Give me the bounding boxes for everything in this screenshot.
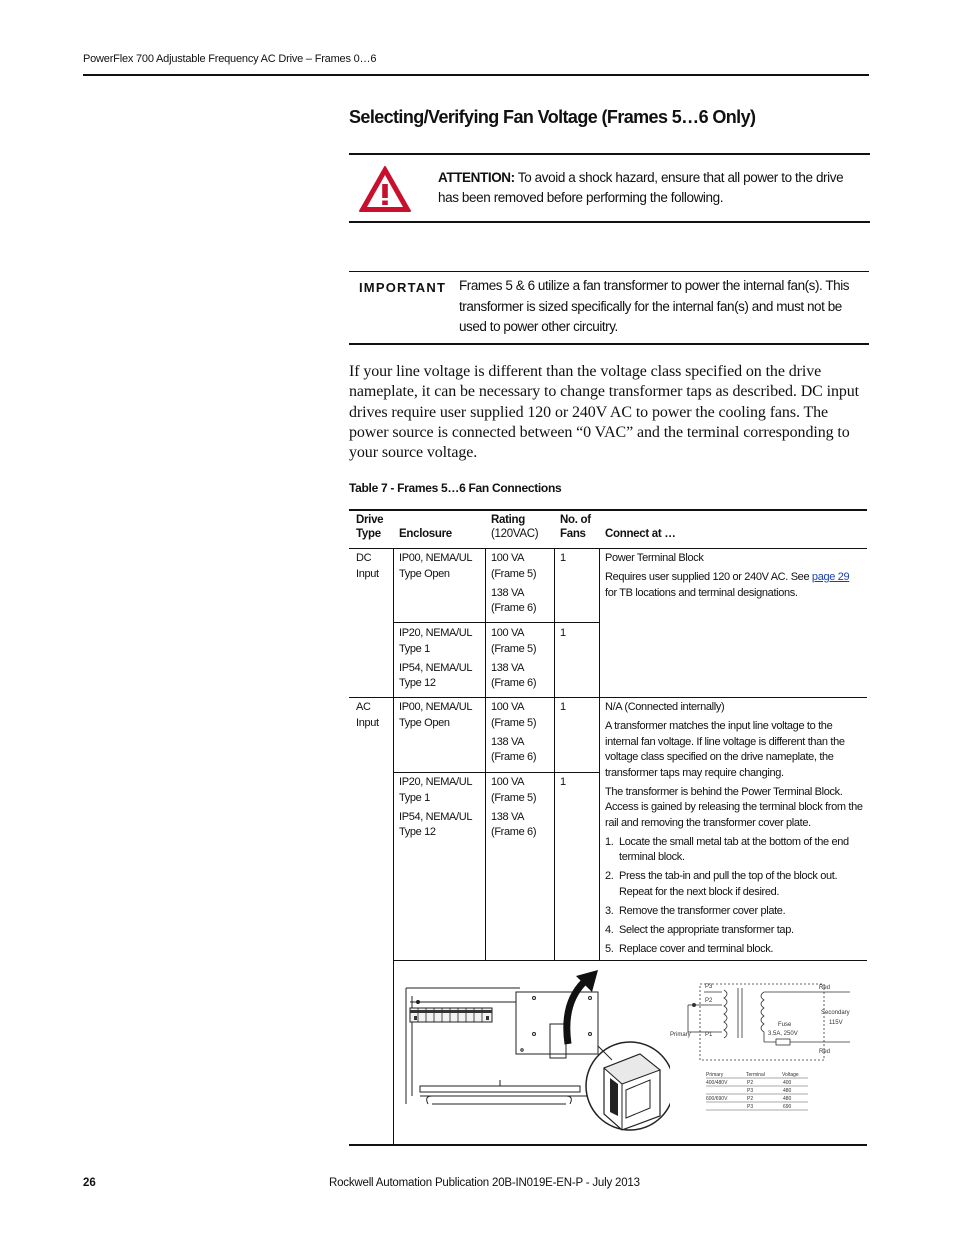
cell-text: Type 12 xyxy=(399,677,436,689)
fuse-label: Fuse xyxy=(778,1022,792,1028)
ac-connect-para2: The transformer is behind the Power Terminal Block. Access is gained by releasing the terminal block from the rail and removing the transformer cover plate. xyxy=(605,785,863,829)
tap-cell: P2 xyxy=(747,1096,754,1102)
cell-text: Input xyxy=(356,567,379,580)
cell-enclosure xyxy=(399,775,472,844)
red-bottom-label: Red xyxy=(819,1049,831,1055)
cell-text: (Frame 5) xyxy=(491,567,537,580)
step-number: 4. xyxy=(605,923,614,936)
list-item xyxy=(605,869,863,900)
cell-enclosure xyxy=(399,700,472,731)
step-text: Replace cover and terminal block. xyxy=(619,942,774,955)
step-number: 3. xyxy=(605,904,614,917)
step-number: 5. xyxy=(605,942,614,955)
cell-connect-dc xyxy=(605,551,863,605)
cell-text: (Frame 6) xyxy=(491,677,537,689)
cell-text: 100 VA xyxy=(491,776,525,788)
header-connect-at xyxy=(605,527,676,541)
header-rule xyxy=(83,74,869,76)
section-title: Selecting/Verifying Fan Voltage (Frames 5…6 Only) xyxy=(349,107,756,127)
cell-text: (Frame 6) xyxy=(491,826,537,838)
tap-cell: P2 xyxy=(747,1080,754,1086)
important-text: Frames 5 & 6 utilize a fan transformer to power the internal fan(s). This transformer is sized specifically for the internal fan(s) and must not be used to power other circuitry. xyxy=(459,278,850,334)
cell-rating xyxy=(491,775,536,844)
tap-cell: 400 xyxy=(783,1080,792,1086)
cell-text: 138 VA xyxy=(491,586,525,599)
column-divider xyxy=(599,549,600,960)
row-divider xyxy=(393,622,599,623)
step-text: Press the tab-in and pull the top of the block out. Repeat for the next block if desired. xyxy=(619,870,838,898)
header-rating xyxy=(491,513,538,541)
attention-body: To avoid a shock hazard, ensure that all power to the drive has been removed before performing the following. xyxy=(438,170,844,205)
cell-text: 138 VA xyxy=(491,735,525,748)
dc-connect-text-a: Requires user supplied 120 or 240V AC. See xyxy=(605,571,812,583)
cell-text: Input xyxy=(356,716,379,729)
page-number: 26 xyxy=(83,1177,96,1189)
cell-text: (Frame 5) xyxy=(491,791,537,804)
cell-fans: 1 xyxy=(560,627,566,639)
tap-header-primary: Primary xyxy=(706,1072,724,1078)
cell-text: 138 VA xyxy=(491,661,525,674)
page-29-link[interactable]: page 29 xyxy=(811,571,850,583)
cell-enclosure xyxy=(399,551,472,582)
cell-text: (Frame 5) xyxy=(491,716,537,729)
transformer-wiring-schematic xyxy=(668,978,858,1138)
row-divider xyxy=(349,697,867,698)
row-divider xyxy=(393,772,599,773)
attention-label: ATTENTION: xyxy=(438,170,515,185)
cell-text: IP00, NEMA/UL xyxy=(399,701,473,713)
dc-connect-title: Power Terminal Block xyxy=(605,552,704,564)
column-divider xyxy=(554,549,555,960)
column-divider xyxy=(485,549,486,960)
tap-cell: 690 xyxy=(783,1104,792,1110)
ac-connect-para1: A transformer matches the input line voltage to the internal fan voltage. If line voltage is different than the voltage class specified on the drive nameplate, the transformer taps may require changing. xyxy=(605,720,845,779)
cell-text: 138 VA xyxy=(491,810,525,823)
column-divider xyxy=(393,549,394,1145)
cell-rating xyxy=(491,626,536,695)
cell-text: IP54, NEMA/UL xyxy=(399,661,473,674)
cell-text: AC xyxy=(356,701,371,713)
cell-connect-ac xyxy=(605,700,863,961)
tap-cell: 400/480V xyxy=(706,1080,728,1086)
transformer-access-illustration xyxy=(400,966,670,1136)
cell-text: (Frame 6) xyxy=(491,602,537,614)
cell-text: IP54, NEMA/UL xyxy=(399,810,473,823)
publication-footer: Rockwell Automation Publication 20B-IN019E-EN-P - July 2013 xyxy=(329,1177,640,1189)
table-caption: Table 7 - Frames 5…6 Fan Connections xyxy=(349,481,562,495)
header-no-of-fans xyxy=(560,513,591,541)
important-label: IMPORTANT xyxy=(359,280,447,295)
tap-cell: 480 xyxy=(783,1088,792,1094)
tap-header-terminal: Terminal xyxy=(746,1072,765,1078)
header-drive-type-line1: Drive xyxy=(356,514,384,526)
primary-label: Primary xyxy=(670,1032,691,1038)
cell-text: Type Open xyxy=(399,567,450,580)
cell-text: 100 VA xyxy=(491,552,525,564)
header-drive-type xyxy=(356,513,383,541)
step-text: Locate the small metal tab at the bottom of the end terminal block. xyxy=(619,835,849,863)
cell-fans: 1 xyxy=(560,701,566,713)
header-fans-line2: Fans xyxy=(560,528,586,540)
table-bottom-rule xyxy=(349,1144,867,1146)
red-top-label: Red xyxy=(819,985,831,991)
cell-text: IP00, NEMA/UL xyxy=(399,552,473,564)
cell-text: Type Open xyxy=(399,716,450,729)
tap-cell: P3 xyxy=(747,1104,754,1110)
cell-text: IP20, NEMA/UL xyxy=(399,776,473,788)
step-number: 2. xyxy=(605,870,614,882)
cell-text: Type 12 xyxy=(399,826,436,838)
cell-rating xyxy=(491,700,536,769)
list-item xyxy=(605,942,863,958)
header-rating-line2: (120VAC) xyxy=(491,528,539,540)
attention-text xyxy=(438,168,858,208)
running-header: PowerFlex 700 Adjustable Frequency AC Drive – Frames 0…6 xyxy=(83,53,377,65)
fuse-rating: 3.5A, 250V xyxy=(768,1031,798,1037)
warning-triangle-icon xyxy=(357,164,413,214)
p2-label: P2 xyxy=(705,998,713,1004)
dc-connect-text xyxy=(605,570,863,601)
list-item xyxy=(605,923,863,939)
cell-drive-type-ac xyxy=(356,700,379,731)
list-item xyxy=(605,904,863,920)
tap-cell: P3 xyxy=(747,1088,754,1094)
table-header-rule xyxy=(349,548,867,549)
cell-text: (Frame 5) xyxy=(491,642,537,655)
header-drive-type-line2: Type xyxy=(356,528,381,540)
cell-fans: 1 xyxy=(560,776,566,788)
tap-cell: 600/690V xyxy=(706,1096,728,1102)
header-fans-line1: No. of xyxy=(560,514,591,526)
cell-text: Type 1 xyxy=(399,642,430,655)
header-connect-label: Connect at … xyxy=(605,528,676,540)
cell-fans: 1 xyxy=(560,552,566,564)
header-rating-line1: Rating xyxy=(491,514,525,526)
cell-enclosure xyxy=(399,626,472,695)
tap-cell: 480 xyxy=(783,1096,792,1102)
p1-label: P1 xyxy=(705,1032,713,1038)
dc-connect-text-b: for TB locations and terminal designations. xyxy=(605,586,798,599)
step-number: 1. xyxy=(605,835,614,848)
body-paragraph: If your line voltage is different than the voltage class specified on the drive nameplate, it can be necessary to change transformer taps as described. DC input drives require user supplied 120 or 240V AC to power the cooling fans. The power source is connected between “0 VAC” and the terminal corresponding to your source voltage. xyxy=(349,363,860,462)
tap-header-voltage: Voltage xyxy=(782,1072,799,1078)
cell-rating xyxy=(491,551,536,620)
cell-drive-type-dc xyxy=(356,551,379,582)
secondary-voltage: 115V xyxy=(829,1020,843,1026)
cell-text: (Frame 6) xyxy=(491,751,537,763)
cell-text: DC xyxy=(356,552,372,564)
cell-text: 100 VA xyxy=(491,701,525,713)
secondary-label: Secondary xyxy=(821,1010,850,1016)
step-text: Select the appropriate transformer tap. xyxy=(619,923,794,936)
cell-text: 100 VA xyxy=(491,627,525,639)
p3-label: P3 xyxy=(705,984,713,990)
step-text: Remove the transformer cover plate. xyxy=(619,904,786,917)
ac-connect-steps xyxy=(605,835,863,958)
table-top-rule xyxy=(349,509,867,511)
header-enclosure xyxy=(399,527,452,541)
header-enclosure-label: Enclosure xyxy=(399,528,452,540)
list-item xyxy=(605,835,863,866)
cell-text: IP20, NEMA/UL xyxy=(399,627,473,639)
ac-connect-title: N/A (Connected internally) xyxy=(605,701,725,713)
cell-text: Type 1 xyxy=(399,791,430,804)
